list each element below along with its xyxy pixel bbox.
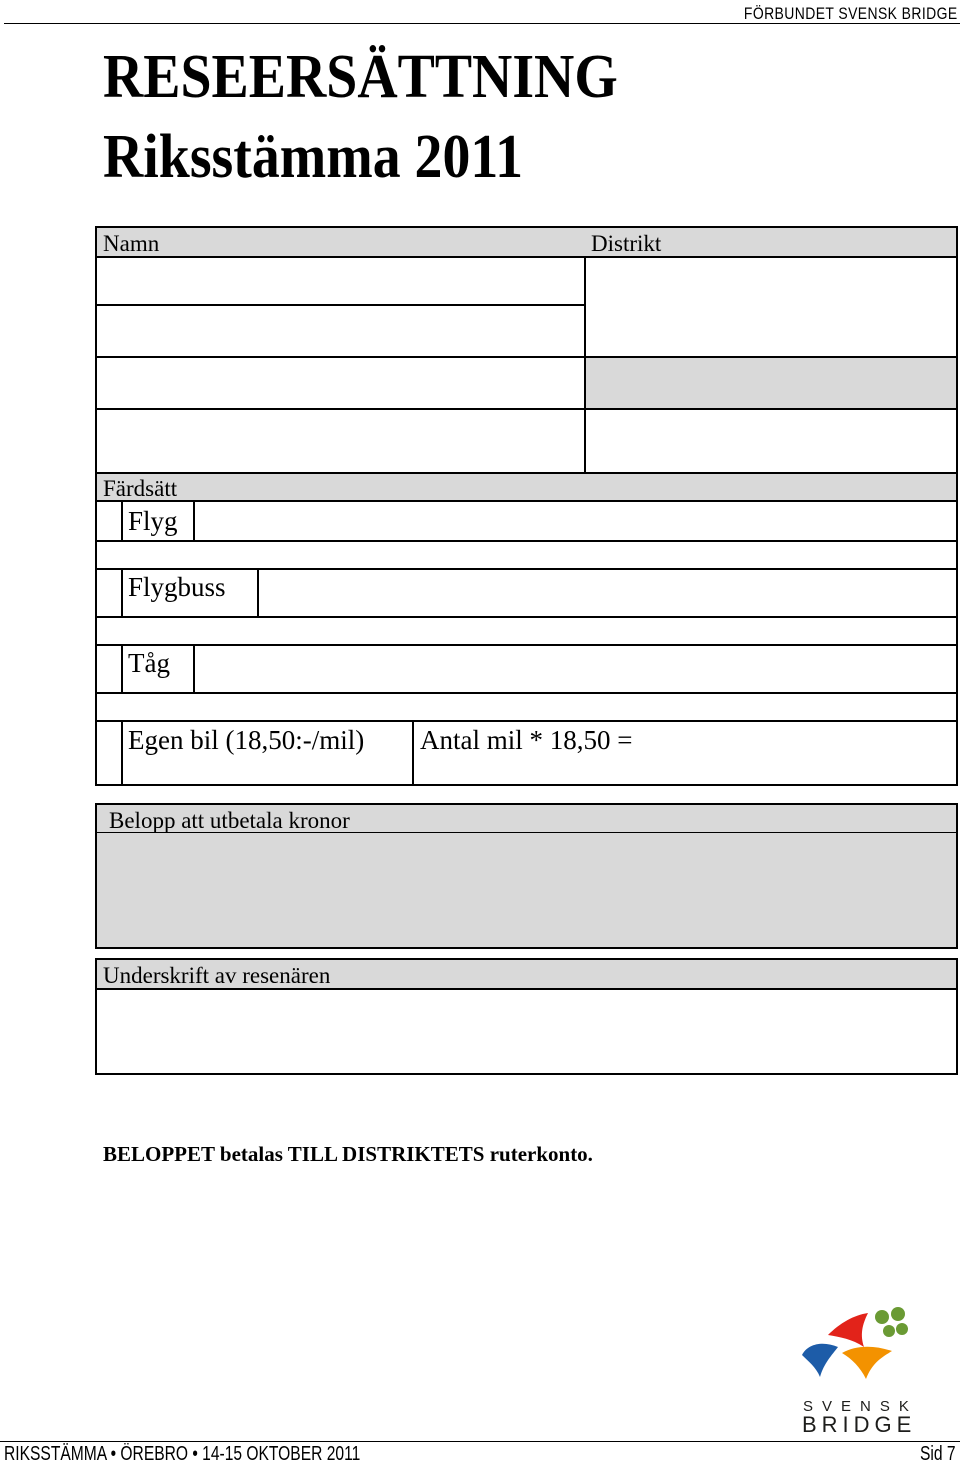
flight-label: Flyg xyxy=(128,506,178,536)
divider xyxy=(257,568,259,616)
logo-green-dot xyxy=(896,1323,908,1335)
name-field-2[interactable] xyxy=(97,306,584,356)
airport-bus-checkbox[interactable] xyxy=(97,570,119,616)
logo-text-svensk: SVENSK xyxy=(803,1398,918,1415)
divider xyxy=(121,500,123,540)
signature-box xyxy=(95,958,958,1075)
name-district-header xyxy=(97,228,956,256)
divider xyxy=(97,616,956,618)
district-label: Distrikt xyxy=(591,231,662,256)
travel-label: Färdsätt xyxy=(103,476,178,501)
logo-text-bridge: BRIDGE xyxy=(802,1412,917,1437)
divider xyxy=(97,720,956,722)
divider xyxy=(193,500,195,540)
amount-field[interactable] xyxy=(97,834,956,947)
train-label: Tåg xyxy=(128,648,170,678)
divider xyxy=(121,568,123,616)
divider xyxy=(412,720,414,784)
divider xyxy=(193,644,195,692)
travel-form xyxy=(95,226,958,786)
page-subtitle: Riksstämma 2011 xyxy=(103,123,524,191)
district-field-2[interactable] xyxy=(586,410,956,472)
divider xyxy=(97,644,956,646)
signature-field[interactable] xyxy=(97,990,956,1073)
payment-notice: BELOPPET betalas TILL DISTRIKTETS ruterkonto. xyxy=(103,1142,593,1166)
header-divider xyxy=(4,23,960,24)
airport-bus-label: Flygbuss xyxy=(128,572,226,602)
name-field-1[interactable] xyxy=(97,258,584,304)
flight-checkbox[interactable] xyxy=(97,502,119,540)
logo-green-dot xyxy=(875,1310,889,1324)
logo-green-dot xyxy=(883,1325,895,1337)
divider xyxy=(121,720,123,784)
logo-green-dot xyxy=(891,1307,905,1321)
district-field-shaded xyxy=(586,358,956,408)
page-number: Sid 7 xyxy=(920,1443,956,1465)
train-checkbox[interactable] xyxy=(97,646,119,692)
page-title: RESEERSÄTTNING xyxy=(103,43,618,111)
divider xyxy=(121,644,123,692)
amount-box xyxy=(95,803,958,949)
divider xyxy=(97,568,956,570)
logo-red-shape xyxy=(828,1313,868,1347)
amount-label: Belopp att utbetala kronor xyxy=(109,808,350,833)
signature-label: Underskrift av resenären xyxy=(103,963,331,988)
own-car-checkbox[interactable] xyxy=(97,722,119,784)
name-label: Namn xyxy=(103,231,160,256)
organization-header: FÖRBUNDET SVENSK BRIDGE xyxy=(744,4,958,23)
own-car-label: Egen bil (18,50:-/mil) xyxy=(128,725,365,755)
logo-blue-shape xyxy=(802,1344,838,1377)
divider xyxy=(97,692,956,694)
footer-divider xyxy=(0,1441,960,1442)
logo-orange-shape xyxy=(842,1347,892,1379)
travel-header xyxy=(97,474,956,500)
divider xyxy=(97,500,956,502)
name-field-4[interactable] xyxy=(97,410,584,472)
car-formula-label: Antal mil * 18,50 = xyxy=(420,725,633,755)
footer-event: RIKSSTÄMMA • ÖREBRO • 14-15 OKTOBER 2011 xyxy=(4,1443,361,1465)
district-field-1[interactable] xyxy=(586,258,956,356)
divider xyxy=(97,540,956,542)
svensk-bridge-logo-icon xyxy=(798,1305,910,1395)
name-field-3[interactable] xyxy=(97,358,584,408)
divider xyxy=(97,832,956,833)
